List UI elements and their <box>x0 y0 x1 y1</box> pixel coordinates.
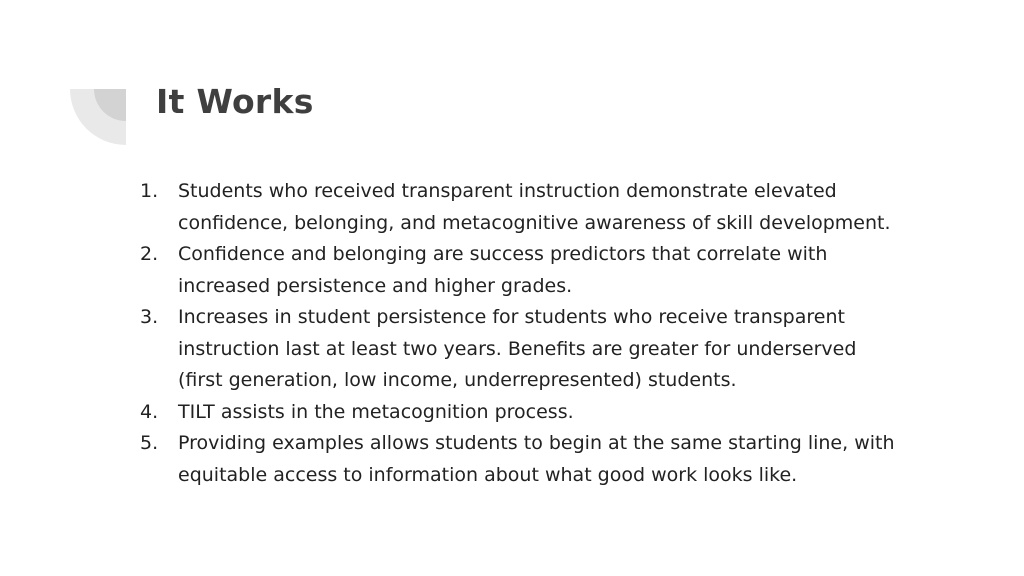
list-item <box>140 239 900 302</box>
list-item-text: TILT assists in the metacognition process. <box>178 400 574 423</box>
findings-list <box>140 176 900 491</box>
list-item <box>140 302 900 397</box>
list-item-number: 3. <box>140 306 159 328</box>
slide-title: It Works <box>156 82 314 121</box>
list-item-text: Students who received transparent instruction demonstrate elevated confidence, belonging, and metacognitive awareness of skill development. <box>178 180 891 234</box>
corner-decoration <box>0 0 160 160</box>
list-item-number: 5. <box>140 432 159 454</box>
list-item-number: 4. <box>140 400 159 423</box>
list-item <box>140 397 900 429</box>
list-item <box>140 176 900 239</box>
list-item-number: 1. <box>140 180 159 202</box>
list-item-text: Providing examples allows students to begin at the same starting line, with equitable access to information about what good work looks like. <box>178 432 895 486</box>
list-item <box>140 428 900 491</box>
list-item-number: 2. <box>140 243 159 265</box>
list-item-text: Increases in student persistence for students who receive transparent instruction last at least two years. Benefits are greater for underserved (first generation, low income, underrepresented) students. <box>178 306 857 391</box>
list-item-text: Confidence and belonging are success predictors that correlate with increased persistence and higher grades. <box>178 243 828 297</box>
